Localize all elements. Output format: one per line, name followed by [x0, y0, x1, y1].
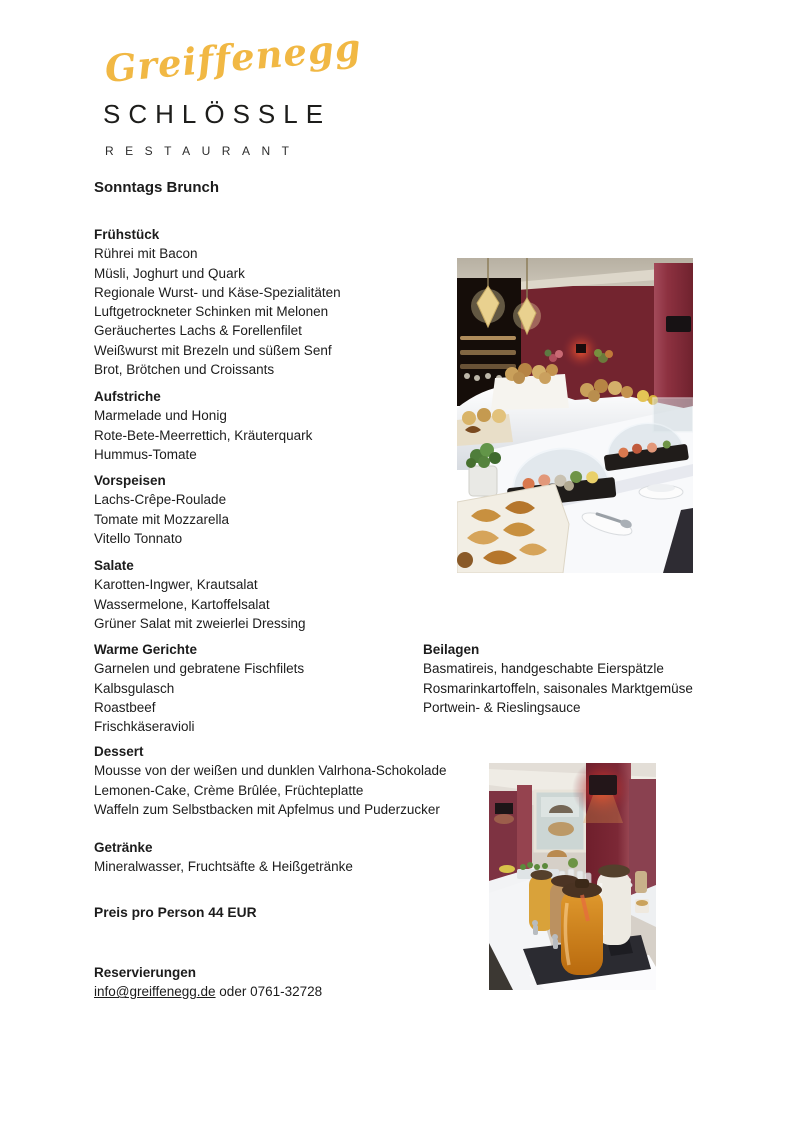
- section-heading: Vorspeisen: [94, 473, 166, 488]
- menu-item: Tomate mit Mozzarella: [94, 511, 230, 527]
- menu-item: Müsli, Joghurt und Quark: [94, 265, 245, 281]
- menu-item: Rote-Bete-Meerrettich, Kräuterquark: [94, 427, 313, 443]
- section-dessert: [94, 742, 446, 819]
- section-aufstriche: [94, 387, 312, 464]
- reservations-line: [94, 982, 322, 1001]
- reservations-heading: Reservierungen: [94, 965, 197, 980]
- section-heading: Aufstriche: [94, 389, 161, 404]
- menu-item: Basmatireis, handgeschabte Eierspätzle: [423, 661, 664, 677]
- price-line: Preis pro Person 44 EUR: [94, 905, 257, 920]
- menu-item: Roastbeef: [94, 699, 156, 715]
- section-heading: Getränke: [94, 840, 153, 855]
- section-beilagen: [423, 640, 693, 717]
- menu-item: Vitello Tonnato: [94, 530, 183, 546]
- menu-item: Grüner Salat mit zweierlei Dressing: [94, 615, 306, 631]
- drinks-photo-illustration: [489, 763, 656, 990]
- logo: [103, 24, 364, 91]
- menu-item: Rosmarinkartoffeln, saisonales Marktgemüse: [423, 680, 693, 696]
- section-heading: Salate: [94, 558, 134, 573]
- menu-item: Rührei mit Bacon: [94, 246, 198, 262]
- menu-item: Luftgetrockneter Schinken mit Melonen: [94, 304, 329, 320]
- section-getraenke: [94, 838, 353, 877]
- menu-item: Frischkäseravioli: [94, 719, 195, 735]
- menu-item: Marmelade und Honig: [94, 408, 227, 424]
- menu-item: Lemonen-Cake, Crème Brûlée, Früchteplatte: [94, 782, 364, 798]
- section-heading: Warme Gerichte: [94, 642, 198, 657]
- drinks-photo: [489, 763, 656, 990]
- menu-item: Portwein- & Rieslingsauce: [423, 699, 581, 715]
- menu-item: Wassermelone, Kartoffelsalat: [94, 596, 270, 612]
- buffet-photo: [457, 258, 693, 573]
- buffet-photo-illustration: [457, 258, 693, 573]
- page-title: Sonntags Brunch: [94, 179, 220, 196]
- section-heading: Frühstück: [94, 227, 160, 242]
- menu-item: Brot, Brötchen und Croissants: [94, 362, 275, 378]
- menu-item: Hummus-Tomate: [94, 446, 197, 462]
- logo-script-text: Greiffenegg: [103, 24, 364, 91]
- menu-item: Mineralwasser, Fruchtsäfte & Heißgetränke: [94, 859, 353, 875]
- section-warme-gerichte: [94, 640, 304, 736]
- section-heading: Dessert: [94, 744, 144, 759]
- section-heading: Beilagen: [423, 642, 480, 657]
- menu-item: Karotten-Ingwer, Krautsalat: [94, 577, 258, 593]
- reservations-phone: oder 0761-32728: [215, 984, 323, 1000]
- logo-subtitle: RESTAURANT: [105, 144, 301, 158]
- section-vorspeisen: [94, 471, 229, 548]
- menu-item: Lachs-Crêpe-Roulade: [94, 492, 227, 508]
- section-fruehstueck: [94, 225, 341, 379]
- reservations-block: [94, 963, 322, 1002]
- menu-item: Waffeln zum Selbstbacken mit Apfelmus und Puderzucker: [94, 801, 440, 817]
- logo-wordmark: SCHLÖSSLE: [103, 99, 332, 129]
- menu-item: Kalbsgulasch: [94, 680, 175, 696]
- menu-item: Weißwurst mit Brezeln und süßem Senf: [94, 342, 332, 358]
- menu-item: Regionale Wurst- und Käse-Spezialitäten: [94, 284, 341, 300]
- menu-item: Garnelen und gebratene Fischfilets: [94, 661, 305, 677]
- menu-item: Geräuchertes Lachs & Forellenfilet: [94, 323, 302, 339]
- menu-item: Mousse von der weißen und dunklen Valrhona-Schokolade: [94, 763, 447, 779]
- email-link[interactable]: info@greiffenegg.de: [94, 984, 216, 1000]
- section-salate: [94, 556, 306, 633]
